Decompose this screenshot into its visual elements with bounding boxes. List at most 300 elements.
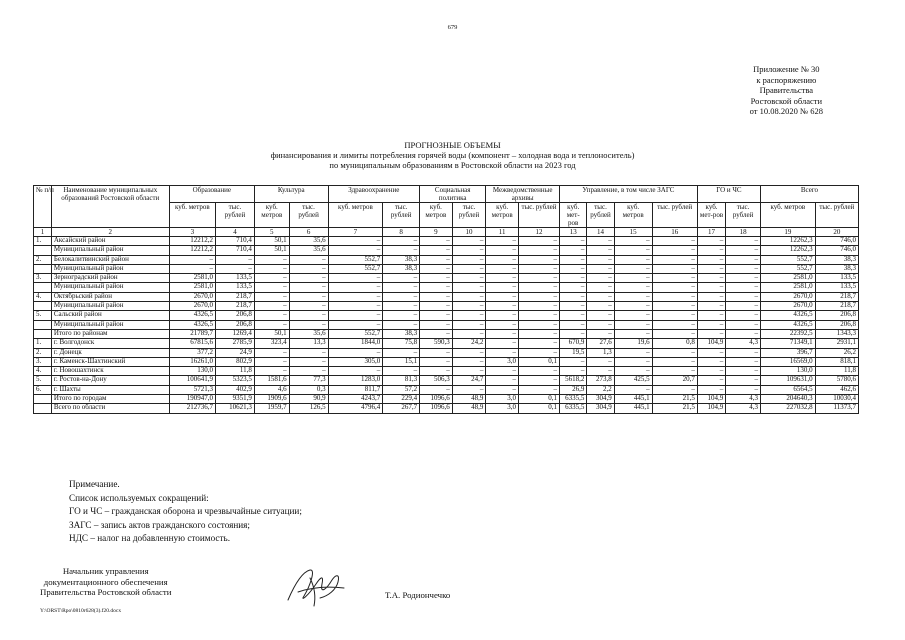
row-number-cell: 1. [34,237,52,246]
value-cell: 425,5 [614,376,652,385]
value-cell: – [328,367,383,376]
value-cell: 1909,6 [254,395,289,404]
value-cell: 402,9 [215,385,254,394]
value-cell: 24,9 [215,348,254,357]
header-unit: куб. мет-ров [697,203,725,228]
value-cell: – [452,283,486,292]
table-row [34,376,859,385]
value-cell: 552,7 [328,264,383,273]
value-cell: 5323,5 [215,376,254,385]
value-cell: 1844,0 [328,339,383,348]
value-cell: – [289,292,328,301]
value-cell: – [726,385,761,394]
table-row [34,283,859,292]
value-cell: – [587,283,614,292]
value-cell: – [254,264,289,273]
value-cell: 190947,0 [169,395,215,404]
value-cell: – [614,385,652,394]
value-cell: – [697,329,725,338]
row-name-cell: г. Новошахтинск [51,367,169,376]
value-cell: 218,7 [815,292,858,301]
value-cell: 206,8 [215,320,254,329]
column-number: 3 [169,228,215,237]
value-cell: – [614,329,652,338]
value-cell: – [697,302,725,311]
table-row [34,255,859,264]
value-cell: – [452,302,486,311]
header-group: Межведомственные архивы [486,186,560,203]
value-cell: – [452,274,486,283]
header-unit: куб. мет-ров [560,203,587,228]
header-group: Культура [254,186,328,203]
value-cell: 218,7 [815,302,858,311]
value-cell: – [726,237,761,246]
header-group: Социальная политика [420,186,486,203]
value-cell: – [697,348,725,357]
value-cell: – [452,292,486,301]
header-unit: тыс. рублей [383,203,420,228]
value-cell: – [328,302,383,311]
value-cell: – [486,339,519,348]
signer-line: Правительства Ростовской области [40,587,172,597]
value-cell: – [289,264,328,273]
value-cell: – [726,329,761,338]
value-cell: – [328,283,383,292]
value-cell: 81,3 [383,376,420,385]
value-cell: – [614,367,652,376]
value-cell: 10030,4 [815,395,858,404]
value-cell: 304,9 [587,395,614,404]
header-unit: тыс. рублей [815,203,858,228]
value-cell: – [614,348,652,357]
value-cell: 552,7 [328,329,383,338]
value-cell: – [697,246,725,255]
value-cell: – [383,237,420,246]
column-number: 12 [518,228,559,237]
value-cell: – [486,376,519,385]
value-cell: – [518,292,559,301]
table-row [34,348,859,357]
value-cell: – [652,292,697,301]
value-cell: 0,1 [518,404,559,413]
value-cell: – [560,283,587,292]
value-cell: 19,6 [614,339,652,348]
value-cell: 19,5 [560,348,587,357]
value-cell: – [587,237,614,246]
value-cell: 818,1 [815,357,858,366]
value-cell: – [697,320,725,329]
column-number: 16 [652,228,697,237]
value-cell: 506,3 [420,376,453,385]
value-cell: – [652,367,697,376]
value-cell: – [486,246,519,255]
value-cell: 38,3 [815,255,858,264]
column-number: 8 [383,228,420,237]
value-cell: – [452,255,486,264]
value-cell: – [420,264,453,273]
value-cell: 2581,0 [760,274,815,283]
value-cell: – [560,292,587,301]
row-number-cell: 2. [34,348,52,357]
value-cell: – [254,274,289,283]
value-cell: 133,5 [815,274,858,283]
value-cell: 5780,6 [815,376,858,385]
value-cell: – [614,302,652,311]
value-cell: – [587,264,614,273]
header-unit: тыс. рублей [726,203,761,228]
value-cell: 48,9 [452,404,486,413]
value-cell: 396,7 [760,348,815,357]
value-cell: – [614,292,652,301]
value-cell: 4796,4 [328,404,383,413]
value-cell: 100641,9 [169,376,215,385]
header-unit: куб. метров [254,203,289,228]
value-cell: 1096,6 [420,404,453,413]
value-cell: – [383,292,420,301]
value-cell: 218,7 [215,302,254,311]
header-group: ГО и ЧС [697,186,760,203]
value-cell: 57,2 [383,385,420,394]
note-line: ЗАГС – запись актов гражданского состояния; [69,519,250,530]
value-cell: – [289,348,328,357]
file-path: Y:\ORST\Rpo\0810r628(3).f20.docx [40,608,122,614]
value-cell: – [560,274,587,283]
value-cell: – [420,237,453,246]
value-cell: – [652,385,697,394]
value-cell: 16261,0 [169,357,215,366]
value-cell: – [289,311,328,320]
signer-line: документационного обеспечения [43,576,168,587]
value-cell: – [254,367,289,376]
header-unit: тыс. рублей [518,203,559,228]
column-number: 20 [815,228,858,237]
header-unit: куб. метров [486,203,519,228]
table-row [34,311,859,320]
value-cell: – [328,320,383,329]
value-cell: – [697,283,725,292]
value-cell: – [614,246,652,255]
signer-line: Начальник управления [62,566,149,576]
value-cell: – [614,311,652,320]
value-cell: 4,3 [726,404,761,413]
row-name-cell: Сальский район [51,311,169,320]
value-cell: – [726,311,761,320]
value-cell: – [452,237,486,246]
header-unit: куб. метров [614,203,652,228]
value-cell: – [518,329,559,338]
value-cell: 4243,7 [328,395,383,404]
value-cell: – [420,274,453,283]
value-cell: – [518,385,559,394]
value-cell: 21789,7 [169,329,215,338]
value-cell: – [420,302,453,311]
value-cell: 0,3 [289,385,328,394]
value-cell: – [587,311,614,320]
value-cell: 133,5 [215,274,254,283]
value-cell: – [486,255,519,264]
value-cell: 1581,6 [254,376,289,385]
value-cell: – [697,237,725,246]
value-cell: – [614,274,652,283]
value-cell: 802,9 [215,357,254,366]
value-cell: 16569,0 [760,357,815,366]
value-cell: 206,8 [815,311,858,320]
value-cell: – [560,246,587,255]
appendix-line: Правительства [759,85,814,95]
value-cell: 133,5 [215,283,254,292]
value-cell: 3,0 [486,395,519,404]
row-number-cell: 5. [34,376,52,385]
value-cell: – [587,367,614,376]
value-cell: – [254,348,289,357]
value-cell: – [560,264,587,273]
value-cell: – [169,255,215,264]
column-number: 13 [560,228,587,237]
value-cell: 710,4 [215,237,254,246]
appendix-line: Приложение № 30 [753,64,820,74]
value-cell: – [518,283,559,292]
value-cell: – [652,320,697,329]
value-cell: – [289,367,328,376]
value-cell: 2931,1 [815,339,858,348]
value-cell: 445,1 [614,404,652,413]
header-group: Образование [169,186,254,203]
column-number: 17 [697,228,725,237]
value-cell: – [587,292,614,301]
value-cell: – [169,264,215,273]
value-cell: 50,1 [254,329,289,338]
value-cell: 0,1 [518,357,559,366]
value-cell: – [697,274,725,283]
value-cell: – [518,320,559,329]
value-cell: – [726,320,761,329]
value-cell: – [614,320,652,329]
value-cell: 71349,1 [760,339,815,348]
row-number-cell: 3. [34,274,52,283]
note-line: Примечание. [69,479,120,489]
value-cell: – [560,320,587,329]
value-cell: – [420,348,453,357]
row-number-cell [34,320,52,329]
value-cell: 3,0 [486,357,519,366]
value-cell: – [518,255,559,264]
value-cell: 2581,0 [169,283,215,292]
value-cell: – [328,311,383,320]
value-cell: 2785,9 [215,339,254,348]
value-cell: – [652,274,697,283]
value-cell: 38,3 [815,264,858,273]
value-cell: 0,1 [518,395,559,404]
value-cell: – [383,302,420,311]
value-cell: – [486,329,519,338]
value-cell: – [726,376,761,385]
value-cell: – [420,329,453,338]
header-group: Здравоохранение [328,186,420,203]
value-cell: 21,5 [652,395,697,404]
value-cell: – [289,320,328,329]
value-cell: 552,7 [760,255,815,264]
page-number: 679 [447,24,458,31]
value-cell: 4326,5 [169,320,215,329]
row-name-cell: Муниципальный район [51,246,169,255]
value-cell: – [560,311,587,320]
value-cell: – [254,283,289,292]
value-cell: 12212,2 [169,237,215,246]
row-name-cell: г. Каменск-Шахтинский [51,357,169,366]
value-cell: – [486,302,519,311]
value-cell: – [518,302,559,311]
value-cell: 6335,5 [560,395,587,404]
value-cell: – [328,237,383,246]
value-cell: 710,4 [215,246,254,255]
value-cell: 2670,0 [169,302,215,311]
value-cell: 35,6 [289,246,328,255]
value-cell: – [486,385,519,394]
value-cell: – [486,237,519,246]
value-cell: – [697,385,725,394]
value-cell: – [652,329,697,338]
row-name-cell: Муниципальный район [51,283,169,292]
value-cell: – [420,292,453,301]
value-cell: – [518,367,559,376]
value-cell: – [726,302,761,311]
value-cell: 38,3 [383,264,420,273]
value-cell: – [289,255,328,264]
value-cell: – [560,237,587,246]
value-cell: – [486,320,519,329]
value-cell: – [328,274,383,283]
row-number-cell [34,283,52,292]
value-cell: – [726,348,761,357]
value-cell: 104,9 [697,339,725,348]
row-name-cell: г. Шахты [51,385,169,394]
value-cell: – [697,311,725,320]
value-cell: 5721,3 [169,385,215,394]
value-cell: – [289,302,328,311]
value-cell: 1343,3 [815,329,858,338]
value-cell: 26,2 [815,348,858,357]
header-number: № п/п [34,186,52,228]
row-number-cell: 2. [34,255,52,264]
value-cell: – [726,357,761,366]
signer-name: Т.А. Родиончечко [385,590,451,600]
value-cell: – [328,348,383,357]
row-number-cell [34,395,52,404]
value-cell: – [452,320,486,329]
row-name-cell: Итого по городам [51,395,169,404]
value-cell: 323,4 [254,339,289,348]
header-unit: куб. метров [760,203,815,228]
value-cell: – [420,311,453,320]
value-cell: – [452,385,486,394]
value-cell: 4,3 [726,395,761,404]
value-cell: 27,6 [587,339,614,348]
row-name-cell: Белокалитвинский район [51,255,169,264]
value-cell: – [452,329,486,338]
value-cell: – [587,357,614,366]
header-unit: тыс. рублей [587,203,614,228]
value-cell: – [289,274,328,283]
value-cell: – [452,264,486,273]
value-cell: – [289,283,328,292]
volumes-table [33,185,859,414]
value-cell: – [486,311,519,320]
header-unit: тыс. рублей [289,203,328,228]
row-number-cell: 3. [34,357,52,366]
header-unit: тыс. рублей [452,203,486,228]
value-cell: – [328,292,383,301]
value-cell: 445,1 [614,395,652,404]
value-cell: – [383,283,420,292]
value-cell: – [614,283,652,292]
value-cell: – [697,357,725,366]
appendix-line: Ростовской области [750,95,823,106]
value-cell: – [560,255,587,264]
header-group: Всего [760,186,858,203]
value-cell: – [518,264,559,273]
column-number: 4 [215,228,254,237]
value-cell: – [587,329,614,338]
value-cell: – [452,367,486,376]
value-cell: 24,7 [452,376,486,385]
value-cell: – [587,320,614,329]
value-cell: – [652,348,697,357]
value-cell: 212736,7 [169,404,215,413]
value-cell: 38,3 [383,255,420,264]
value-cell: 206,8 [215,311,254,320]
value-cell: – [420,385,453,394]
value-cell: 5618,2 [560,376,587,385]
value-cell: 273,8 [587,376,614,385]
value-cell: 9351,9 [215,395,254,404]
value-cell: 67815,6 [169,339,215,348]
value-cell: – [614,264,652,273]
value-cell: 0,8 [652,339,697,348]
value-cell: – [697,292,725,301]
column-number: 9 [420,228,453,237]
value-cell: 304,9 [587,404,614,413]
value-cell: 26,9 [560,385,587,394]
column-number: 18 [726,228,761,237]
row-number-cell: 6. [34,385,52,394]
value-cell: 552,7 [328,255,383,264]
value-cell: – [726,246,761,255]
table-row [34,404,859,413]
value-cell: 229,4 [383,395,420,404]
document-subtitle: по муниципальным образованиям в Ростовской области на 2023 год [329,160,576,170]
row-name-cell: Муниципальный район [51,302,169,311]
value-cell: – [652,357,697,366]
value-cell: – [383,246,420,255]
value-cell: – [652,237,697,246]
value-cell: – [652,283,697,292]
value-cell: – [383,367,420,376]
value-cell: – [697,264,725,273]
value-cell: – [726,292,761,301]
column-number: 6 [289,228,328,237]
value-cell: – [486,348,519,357]
table-row [34,339,859,348]
value-cell: 22392,5 [760,329,815,338]
value-cell: 6564,5 [760,385,815,394]
row-name-cell: Муниципальный район [51,264,169,273]
value-cell: 21,5 [652,404,697,413]
column-number: 1 [34,228,52,237]
value-cell: – [452,348,486,357]
value-cell: 1269,4 [215,329,254,338]
value-cell: 13,3 [289,339,328,348]
value-cell: – [452,311,486,320]
